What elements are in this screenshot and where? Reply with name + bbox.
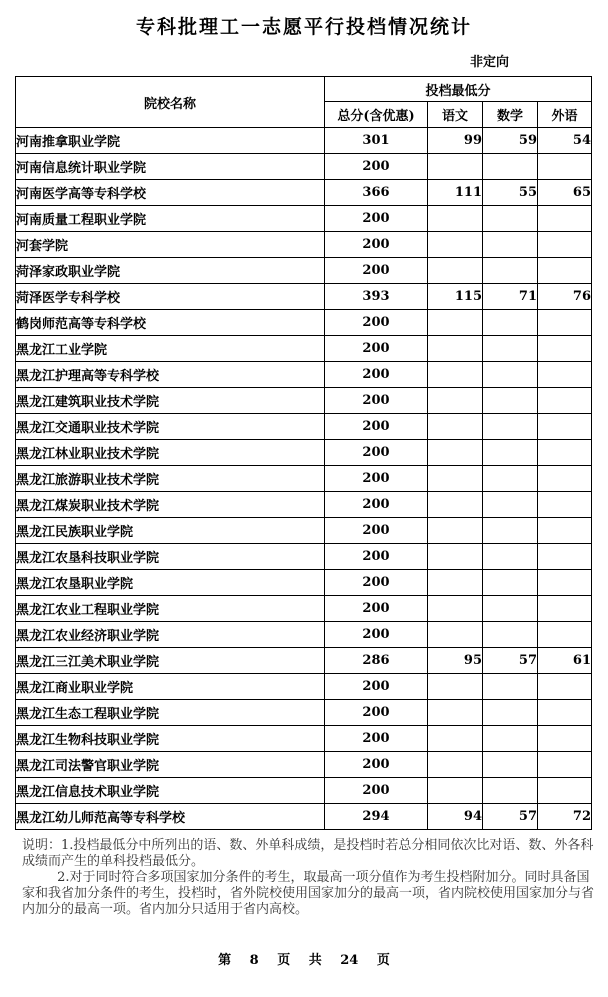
table-row xyxy=(16,362,592,388)
table-row xyxy=(16,778,592,804)
cell-foreign-score: 65 xyxy=(538,180,592,206)
cell-foreign-score xyxy=(538,674,592,700)
cell-foreign-score: 72 xyxy=(538,804,592,830)
page-footer: 第 8 页 共 24 页 xyxy=(218,953,390,968)
table-row xyxy=(16,700,592,726)
table-row xyxy=(16,570,592,596)
cell-math-score xyxy=(483,752,538,778)
cell-school-name: 黑龙江护理高等专科学校 xyxy=(16,362,325,388)
cell-school-name: 河套学院 xyxy=(16,232,325,258)
table-row xyxy=(16,232,592,258)
cell-math-score xyxy=(483,310,538,336)
cell-total-score: 200 xyxy=(325,492,428,518)
note-2: 2.对于同时符合多项国家加分条件的考生，取最高一项分值作为考生投档附加分。同时具备国家和我省加分条件的考生，投档时，省外院校使用国家加分的最高一项，省内院校使用国家加分与省内加分的最高一项。省内加分只适用于省内高校。 xyxy=(22,870,595,917)
cell-school-name: 黑龙江建筑职业技术学院 xyxy=(16,388,325,414)
cell-math-score: 55 xyxy=(483,180,538,206)
cell-school-name: 黑龙江农垦职业学院 xyxy=(16,570,325,596)
cell-school-name: 黑龙江三江美术职业学院 xyxy=(16,648,325,674)
admission-score-table xyxy=(15,76,592,830)
note-1: 说明：1.投档最低分中所列出的语、数、外单科成绩，是投档时若总分相同依次比对语、数、外各科成绩而产生的单科投档最低分。 xyxy=(22,838,594,869)
cell-school-name: 黑龙江商业职业学院 xyxy=(16,674,325,700)
cell-foreign-score xyxy=(538,518,592,544)
table-row xyxy=(16,518,592,544)
table-row xyxy=(16,596,592,622)
cell-school-name: 黑龙江林业职业技术学院 xyxy=(16,440,325,466)
cell-foreign-score xyxy=(538,622,592,648)
cell-chinese-score xyxy=(428,414,483,440)
cell-chinese-score xyxy=(428,336,483,362)
cell-math-score xyxy=(483,778,538,804)
cell-school-name: 河南医学高等专科学校 xyxy=(16,180,325,206)
table-row xyxy=(16,648,592,674)
cell-chinese-score xyxy=(428,440,483,466)
cell-math-score xyxy=(483,700,538,726)
cell-total-score: 200 xyxy=(325,440,428,466)
cell-chinese-score: 94 xyxy=(428,804,483,830)
header-min-score-group: 投档最低分 xyxy=(325,77,592,102)
table-row xyxy=(16,206,592,232)
subtitle-non-directed: 非定向 xyxy=(470,55,510,70)
cell-foreign-score: 54 xyxy=(538,128,592,154)
cell-chinese-score xyxy=(428,362,483,388)
cell-school-name: 菏泽医学专科学校 xyxy=(16,284,325,310)
cell-chinese-score xyxy=(428,388,483,414)
table-row xyxy=(16,804,592,830)
cell-school-name: 河南推拿职业学院 xyxy=(16,128,325,154)
table-row xyxy=(16,440,592,466)
cell-chinese-score xyxy=(428,778,483,804)
cell-chinese-score xyxy=(428,232,483,258)
table-row xyxy=(16,180,592,206)
table-row xyxy=(16,674,592,700)
cell-chinese-score: 99 xyxy=(428,128,483,154)
cell-foreign-score xyxy=(538,440,592,466)
cell-math-score xyxy=(483,726,538,752)
cell-math-score xyxy=(483,362,538,388)
cell-chinese-score xyxy=(428,726,483,752)
cell-foreign-score xyxy=(538,700,592,726)
cell-total-score: 200 xyxy=(325,752,428,778)
header-math: 数学 xyxy=(483,102,538,128)
cell-math-score xyxy=(483,466,538,492)
cell-math-score xyxy=(483,336,538,362)
cell-math-score xyxy=(483,674,538,700)
cell-chinese-score xyxy=(428,544,483,570)
cell-math-score: 71 xyxy=(483,284,538,310)
cell-foreign-score xyxy=(538,388,592,414)
cell-school-name: 黑龙江交通职业技术学院 xyxy=(16,414,325,440)
cell-chinese-score: 111 xyxy=(428,180,483,206)
cell-chinese-score xyxy=(428,596,483,622)
header-total-score: 总分(含优惠) xyxy=(325,102,428,128)
cell-school-name: 黑龙江煤炭职业技术学院 xyxy=(16,492,325,518)
cell-foreign-score xyxy=(538,206,592,232)
cell-total-score: 200 xyxy=(325,622,428,648)
cell-chinese-score: 115 xyxy=(428,284,483,310)
cell-school-name: 黑龙江农业经济职业学院 xyxy=(16,622,325,648)
cell-total-score: 200 xyxy=(325,726,428,752)
cell-total-score: 200 xyxy=(325,544,428,570)
cell-total-score: 286 xyxy=(325,648,428,674)
cell-total-score: 200 xyxy=(325,414,428,440)
header-school-name: 院校名称 xyxy=(16,77,325,128)
cell-foreign-score xyxy=(538,544,592,570)
cell-total-score: 200 xyxy=(325,674,428,700)
notes-section xyxy=(22,838,594,918)
cell-total-score: 200 xyxy=(325,388,428,414)
cell-school-name: 鹤岗师范高等专科学校 xyxy=(16,310,325,336)
cell-chinese-score xyxy=(428,154,483,180)
cell-math-score xyxy=(483,154,538,180)
header-foreign-language: 外语 xyxy=(538,102,592,128)
cell-math-score xyxy=(483,206,538,232)
cell-total-score: 200 xyxy=(325,700,428,726)
cell-math-score: 59 xyxy=(483,128,538,154)
cell-total-score: 301 xyxy=(325,128,428,154)
cell-foreign-score: 76 xyxy=(538,284,592,310)
cell-chinese-score xyxy=(428,752,483,778)
cell-foreign-score xyxy=(538,336,592,362)
cell-chinese-score xyxy=(428,466,483,492)
cell-math-score xyxy=(483,570,538,596)
cell-chinese-score xyxy=(428,258,483,284)
cell-foreign-score xyxy=(538,232,592,258)
header-chinese: 语文 xyxy=(428,102,483,128)
cell-math-score xyxy=(483,414,538,440)
cell-school-name: 黑龙江幼儿师范高等专科学校 xyxy=(16,804,325,830)
cell-foreign-score xyxy=(538,310,592,336)
cell-school-name: 黑龙江民族职业学院 xyxy=(16,518,325,544)
table-row xyxy=(16,492,592,518)
cell-total-score: 393 xyxy=(325,284,428,310)
cell-total-score: 200 xyxy=(325,206,428,232)
table-row xyxy=(16,388,592,414)
cell-chinese-score xyxy=(428,206,483,232)
cell-chinese-score xyxy=(428,310,483,336)
cell-total-score: 200 xyxy=(325,596,428,622)
cell-foreign-score xyxy=(538,570,592,596)
cell-total-score: 294 xyxy=(325,804,428,830)
cell-foreign-score xyxy=(538,596,592,622)
table-row xyxy=(16,544,592,570)
cell-total-score: 200 xyxy=(325,570,428,596)
cell-total-score: 366 xyxy=(325,180,428,206)
page-title: 专科批理工一志愿平行投档情况统计 xyxy=(135,16,472,38)
cell-math-score xyxy=(483,388,538,414)
cell-total-score: 200 xyxy=(325,258,428,284)
cell-total-score: 200 xyxy=(325,232,428,258)
table-row xyxy=(16,466,592,492)
table-row xyxy=(16,310,592,336)
cell-school-name: 黑龙江旅游职业技术学院 xyxy=(16,466,325,492)
table-row xyxy=(16,336,592,362)
cell-math-score xyxy=(483,492,538,518)
cell-chinese-score xyxy=(428,518,483,544)
cell-total-score: 200 xyxy=(325,154,428,180)
cell-chinese-score xyxy=(428,570,483,596)
table-row xyxy=(16,258,592,284)
cell-school-name: 黑龙江农垦科技职业学院 xyxy=(16,544,325,570)
cell-chinese-score xyxy=(428,622,483,648)
cell-school-name: 菏泽家政职业学院 xyxy=(16,258,325,284)
cell-math-score xyxy=(483,232,538,258)
cell-foreign-score xyxy=(538,778,592,804)
cell-foreign-score xyxy=(538,492,592,518)
cell-foreign-score xyxy=(538,258,592,284)
cell-chinese-score xyxy=(428,492,483,518)
cell-total-score: 200 xyxy=(325,310,428,336)
table-row xyxy=(16,622,592,648)
cell-school-name: 黑龙江生物科技职业学院 xyxy=(16,726,325,752)
table-row xyxy=(16,726,592,752)
cell-math-score xyxy=(483,622,538,648)
cell-chinese-score xyxy=(428,700,483,726)
table-row xyxy=(16,154,592,180)
cell-foreign-score: 61 xyxy=(538,648,592,674)
cell-school-name: 黑龙江信息技术职业学院 xyxy=(16,778,325,804)
cell-total-score: 200 xyxy=(325,466,428,492)
cell-chinese-score: 95 xyxy=(428,648,483,674)
cell-school-name: 黑龙江司法警官职业学院 xyxy=(16,752,325,778)
cell-school-name: 黑龙江工业学院 xyxy=(16,336,325,362)
table-row xyxy=(16,752,592,778)
cell-school-name: 河南质量工程职业学院 xyxy=(16,206,325,232)
cell-math-score xyxy=(483,518,538,544)
cell-chinese-score xyxy=(428,674,483,700)
cell-total-score: 200 xyxy=(325,336,428,362)
cell-math-score: 57 xyxy=(483,648,538,674)
cell-foreign-score xyxy=(538,752,592,778)
cell-total-score: 200 xyxy=(325,518,428,544)
cell-foreign-score xyxy=(538,414,592,440)
cell-foreign-score xyxy=(538,466,592,492)
cell-math-score xyxy=(483,596,538,622)
cell-math-score xyxy=(483,258,538,284)
table-row xyxy=(16,284,592,310)
cell-school-name: 黑龙江生态工程职业学院 xyxy=(16,700,325,726)
cell-foreign-score xyxy=(538,362,592,388)
cell-total-score: 200 xyxy=(325,362,428,388)
cell-total-score: 200 xyxy=(325,778,428,804)
cell-math-score xyxy=(483,440,538,466)
cell-math-score xyxy=(483,544,538,570)
cell-foreign-score xyxy=(538,154,592,180)
table-row xyxy=(16,414,592,440)
cell-school-name: 黑龙江农业工程职业学院 xyxy=(16,596,325,622)
cell-math-score: 57 xyxy=(483,804,538,830)
table-body xyxy=(16,128,592,830)
cell-foreign-score xyxy=(538,726,592,752)
cell-school-name: 河南信息统计职业学院 xyxy=(16,154,325,180)
table-row xyxy=(16,128,592,154)
